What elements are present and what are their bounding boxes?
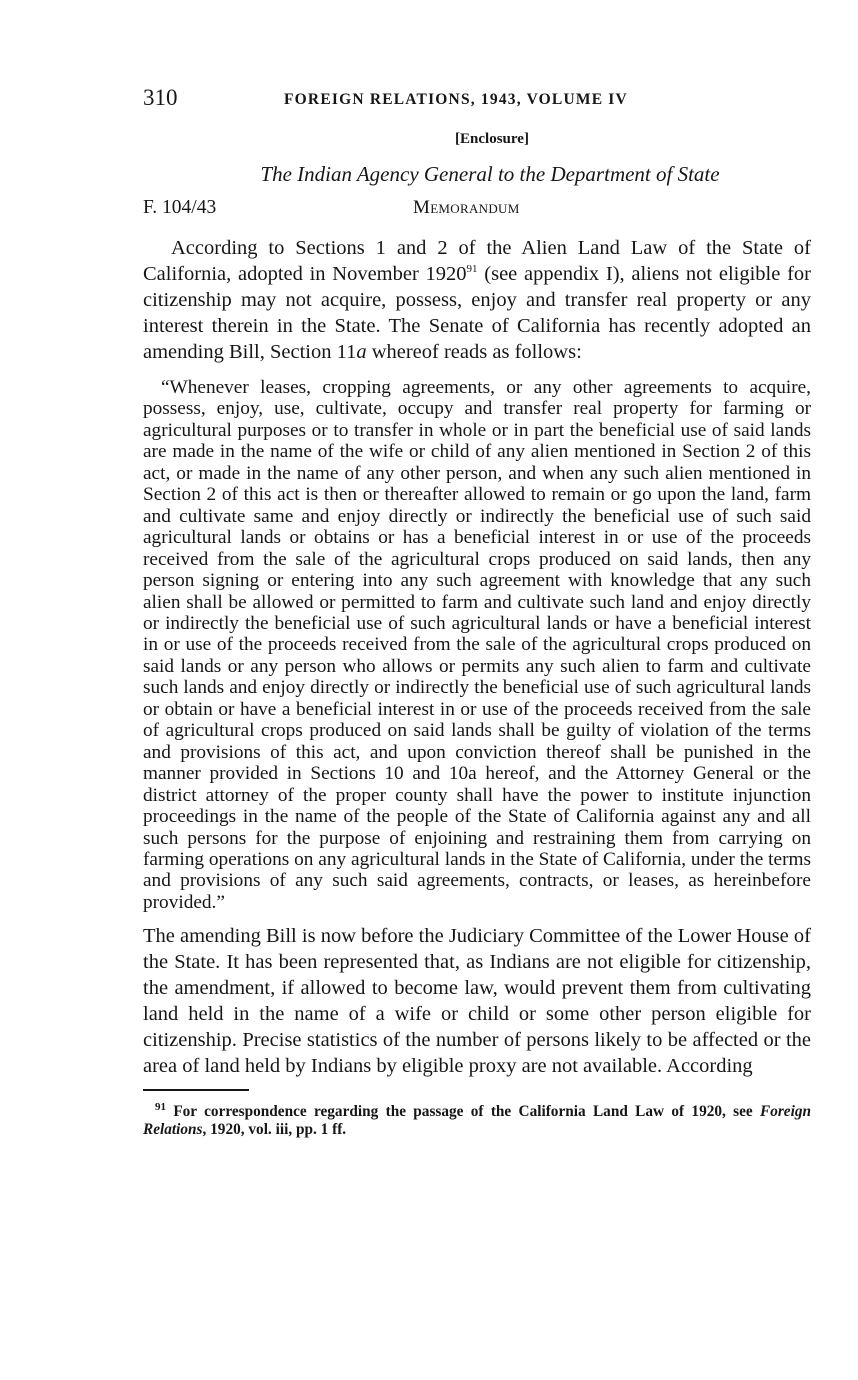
paragraph-intro xyxy=(143,235,811,365)
paragraph-intro-continued: (see appendix I), aliens not eligible for citizenship may not acquire, possess, enjoy and transfer real property or any interest therein in the State. The Senate of California has recently adopted an amending Bill, Section 11 xyxy=(143,263,811,363)
quoted-section: “Whenever leases, cropping agreements, or any other agreements to acquire, possess, enjoy, use, cultivate, occupy and transfer real property for farming or agricultural purposes or to transfer in whole or in part the beneficial use of said lands are made in the name of the wife or child of any alien mentioned in Section 2 of this act, or made in the name of any other person, and when any such alien mentioned in Section 2 of this act is then or thereafter allowed to remain or go upon the land, farm and cultivate same and enjoy directly or indirectly the beneficial use of such said agricultural lands or obtains or has a beneficial interest in or use of the proceeds received from the sale of the agricultural crops produced on said lands, then any person signing or entering into any such agreement with knowledge that any such alien shall be allowed or permitted to farm and cultivate such land and enjoy directly or indirectly the beneficial use of such agricultural lands or have a beneficial interest in or use of the proceeds received from the sale of the agricultural crops produced on said lands or any person who allows or permits any such alien to farm and cultivate such lands and enjoy directly or indirectly the beneficial use of such agricultural lands or obtain or have a beneficial interest in or use of the proceeds received from the sale of agricultural crops produced on said lands shall be guilty of violation of the terms and provisions of this act, and upon conviction thereof shall be punished in the manner provided in Sections 10 and 10a hereof, and the Attorney General or the district attorney of the proper county shall have the power to institute injunction proceedings in the name of the people of the State of California against any and all such persons for the purpose of enjoining and restraining them from carrying on farming operations on any agricultural lands in the State of California, under the terms and provisions of any such said agreements, contracts, or leases, as hereinbefore provided.” xyxy=(143,377,811,913)
file-number: F. 104/43 xyxy=(143,197,217,218)
file-line xyxy=(143,197,811,227)
running-title: FOREIGN RELATIONS, 1943, VOLUME IV xyxy=(284,91,628,108)
paragraph-body: The amending Bill is now before the Judiciary Committee of the Lower House of the State. It has been represented that, as Indians are not eligible for citizenship, the amendment, if allowed to become law, would prevent them from cultivating land held in the name of a wife or child or some other person eligible for citizenship. Precise statistics of the number of persons likely to be affected or the area of land held by Indians by eligible proxy are not available. According xyxy=(143,925,811,1078)
page-number: 310 xyxy=(143,85,178,110)
document-page xyxy=(143,85,811,1139)
footnote-divider xyxy=(143,1089,249,1091)
enclosure-label: [Enclosure] xyxy=(455,131,529,147)
paragraph-intro-ending: whereof reads as follows: xyxy=(366,341,582,363)
footnote-text: For correspondence regarding the passage of the California Land Law of 1920, see xyxy=(166,1103,760,1121)
paragraph-intro-text: According to Sections 1 and 2 of the Alien Land Law of the State of California, adopted in November 1920 xyxy=(143,237,811,285)
section-suffix: a xyxy=(356,341,367,363)
footnote-source-title: Foreign Relations xyxy=(143,1103,811,1139)
memorandum-label: Memorandum xyxy=(413,197,520,218)
running-head xyxy=(143,85,811,119)
footnote-text-end: , 1920, vol. iii, pp. 1 ff. xyxy=(202,1121,347,1139)
document-heading: The Indian Agency General to the Department of State xyxy=(260,162,720,186)
footnote-marker: 91 xyxy=(155,1101,166,1114)
footnote-reference: 91 xyxy=(466,263,478,276)
footnote xyxy=(143,1103,811,1139)
